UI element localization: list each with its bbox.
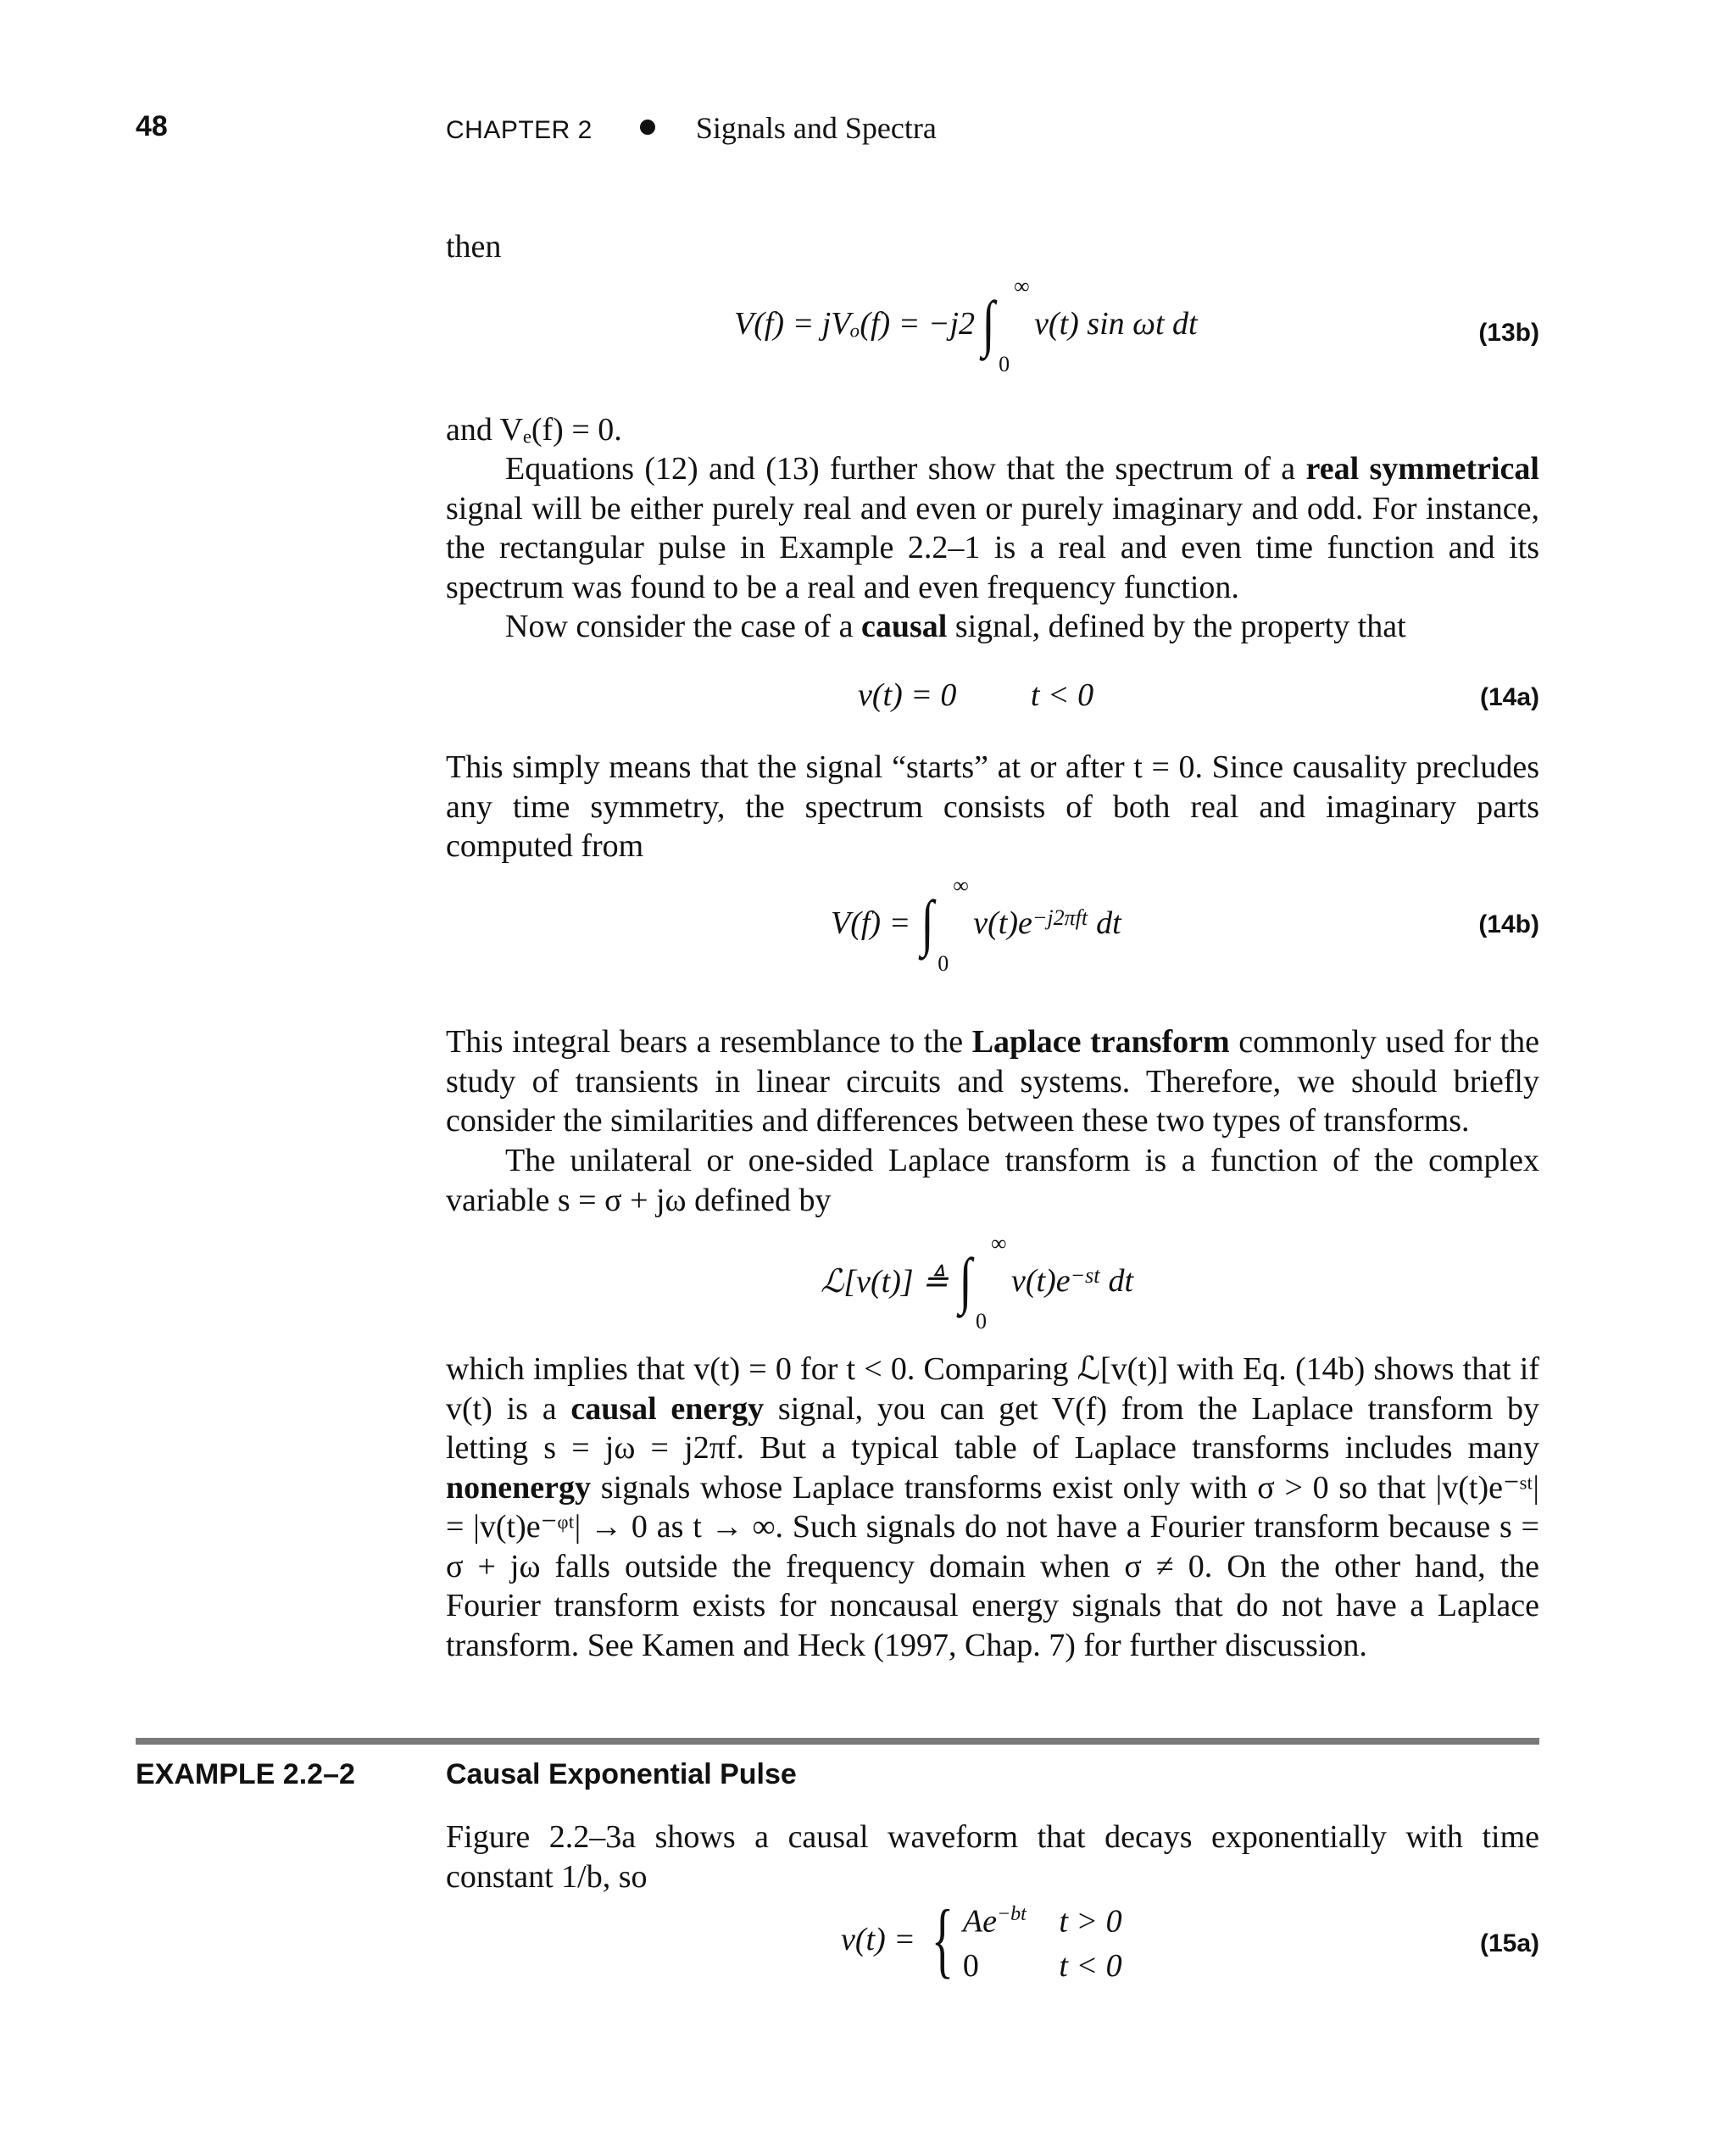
p6-text-c: signals whose Laplace transforms exist only with σ > 0 so that |v(t)e⁻ˢᵗ| = |v(t)e⁻ᵠᵗ| → 0 as t → ∞. Such signals do not have a Fourier transform because s = σ + jω falls outside the frequency domain when σ ≠ 0. On the other hand, the Fourier transform exists for noncausal energy signals that do not have a Laplace transform. See Kamen and Heck (1997, Chap. 7) for further discussion. bbox=[446, 1469, 1539, 1663]
equation-13b bbox=[734, 274, 1198, 376]
eq14b-lhs: V(f) = bbox=[831, 905, 911, 941]
p4-bold: Laplace transform bbox=[971, 1024, 1230, 1060]
p4-text-b: commonly used for the study of transients in linear circuits and systems. Therefore, we should briefly consider the similarities and differences between these two types of transforms. bbox=[446, 1024, 1539, 1139]
integral-icon: ∫ bbox=[921, 888, 934, 958]
eq15a-case2-cond: t < 0 bbox=[1059, 1947, 1122, 1984]
p1-text-b: signal will be either purely real and even or purely imaginary and odd. For instance, the rectangular pulse in Example 2.2–1 is a real and even time function and its spectrum was found to be a real and even frequency function. bbox=[446, 490, 1539, 605]
eq15a-lhs: v(t) = bbox=[841, 1922, 915, 1958]
eq15a-case2-value: 0 bbox=[962, 1947, 979, 1984]
laplace-dt: dt bbox=[1108, 1263, 1134, 1299]
paragraph-and: and Vₑ(f) = 0. bbox=[446, 412, 622, 448]
equation-14b bbox=[831, 873, 1121, 976]
paragraph-comparing bbox=[446, 1350, 1539, 1665]
laplace-integral bbox=[957, 1231, 1007, 1333]
eq15a-case-2 bbox=[963, 1944, 1122, 1988]
eq13b-integrand: v(t) sin ωt dt bbox=[1034, 306, 1198, 342]
p2-bold: causal bbox=[860, 609, 948, 644]
eq13b-lower-limit: 0 bbox=[999, 352, 1010, 376]
page-number: 48 bbox=[136, 110, 168, 142]
paragraph-example: Figure 2.2–3a shows a causal waveform that decays exponentially with time constant 1/b, so bbox=[446, 1819, 1539, 1895]
eq15a-case1-base: Ae bbox=[962, 1903, 997, 1940]
integral-icon: ∫ bbox=[959, 1246, 972, 1316]
laplace-exponent: −st bbox=[1070, 1263, 1100, 1288]
p2-text-b: signal, defined by the property that bbox=[947, 609, 1406, 644]
equation-14a bbox=[858, 676, 1093, 714]
chapter-title: Signals and Spectra bbox=[695, 111, 937, 145]
eq14a-lhs: v(t) = 0 bbox=[858, 677, 957, 713]
laplace-lhs: ℒ[v(t)] ≜ bbox=[821, 1263, 949, 1300]
example-label: EXAMPLE 2.2–2 bbox=[136, 1758, 355, 1790]
bullet-icon bbox=[640, 120, 655, 135]
eq15a-cases bbox=[963, 1892, 1122, 1988]
eq13b-upper-limit: ∞ bbox=[1014, 274, 1030, 298]
eq14b-integral bbox=[919, 873, 969, 976]
eq14a-condition: t < 0 bbox=[1030, 677, 1094, 713]
eq15a-case-1 bbox=[963, 1892, 1122, 1944]
equation-15a bbox=[841, 1892, 1122, 1988]
p6-text-b: signal, you can get V(f) from the Laplace transform by letting s = jω = j2πf. But a typical table of Laplace transforms includes many bbox=[446, 1390, 1540, 1466]
eq13b-integral bbox=[980, 274, 1030, 376]
p6-bold-2: nonenergy bbox=[446, 1469, 591, 1506]
eq15a-case1-exp: −bt bbox=[996, 1903, 1027, 1925]
brace-icon: { bbox=[931, 1892, 954, 1987]
chapter-label: CHAPTER 2 bbox=[446, 116, 593, 144]
paragraph-laplace-resemblance bbox=[446, 1022, 1539, 1141]
equation-number-13b: (13b) bbox=[1478, 319, 1539, 347]
paragraph-causal bbox=[446, 607, 1539, 647]
paragraph-starts: This simply means that the signal “starts” at or after t = 0. Since causality precludes any time symmetry, the spectrum consists of both real and imaginary parts computed from bbox=[446, 749, 1539, 864]
eq15a-case1-cond: t > 0 bbox=[1059, 1903, 1122, 1940]
p6-text-a: which implies that v(t) = 0 for t < 0. Comparing ℒ[v(t)] with Eq. (14b) shows that if v(t) is a bbox=[446, 1351, 1539, 1427]
paragraph-real-symmetrical bbox=[446, 449, 1539, 607]
example-divider bbox=[136, 1738, 1539, 1745]
p6-bold-1: causal energy bbox=[570, 1390, 765, 1427]
paragraph-then: then bbox=[446, 229, 502, 264]
example-title: Causal Exponential Pulse bbox=[446, 1758, 797, 1790]
running-head bbox=[446, 110, 937, 146]
eq13b-lhs: V(f) = jVₒ(f) = −j2 bbox=[734, 306, 976, 342]
eq14b-dt: dt bbox=[1096, 905, 1121, 941]
laplace-upper-limit: ∞ bbox=[991, 1231, 1007, 1255]
p1-text-a: Equations (12) and (13) further show that the spectrum of a bbox=[505, 451, 1306, 487]
eq15a-case1-value bbox=[963, 1892, 1051, 1944]
p2-text-a: Now consider the case of a bbox=[505, 609, 861, 644]
equation-laplace bbox=[821, 1231, 1134, 1333]
equation-number-15a: (15a) bbox=[1479, 1929, 1539, 1957]
equation-number-14a: (14a) bbox=[1479, 683, 1539, 711]
eq14b-lower-limit: 0 bbox=[938, 951, 949, 976]
eq14b-upper-limit: ∞ bbox=[953, 873, 969, 898]
p1-bold: real symmetrical bbox=[1305, 451, 1539, 487]
equation-number-14b: (14b) bbox=[1478, 910, 1539, 938]
integral-icon: ∫ bbox=[982, 289, 995, 359]
eq14b-integrand: v(t)e bbox=[973, 905, 1032, 941]
laplace-integrand: v(t)e bbox=[1011, 1263, 1071, 1299]
eq14b-exponent: −j2πft bbox=[1032, 905, 1088, 930]
paragraph-unilateral: The unilateral or one-sided Laplace transform is a function of the complex variable s = σ + jω defined by bbox=[446, 1143, 1539, 1218]
laplace-lower-limit: 0 bbox=[976, 1309, 988, 1333]
p4-text-a: This integral bears a resemblance to the bbox=[446, 1024, 972, 1060]
